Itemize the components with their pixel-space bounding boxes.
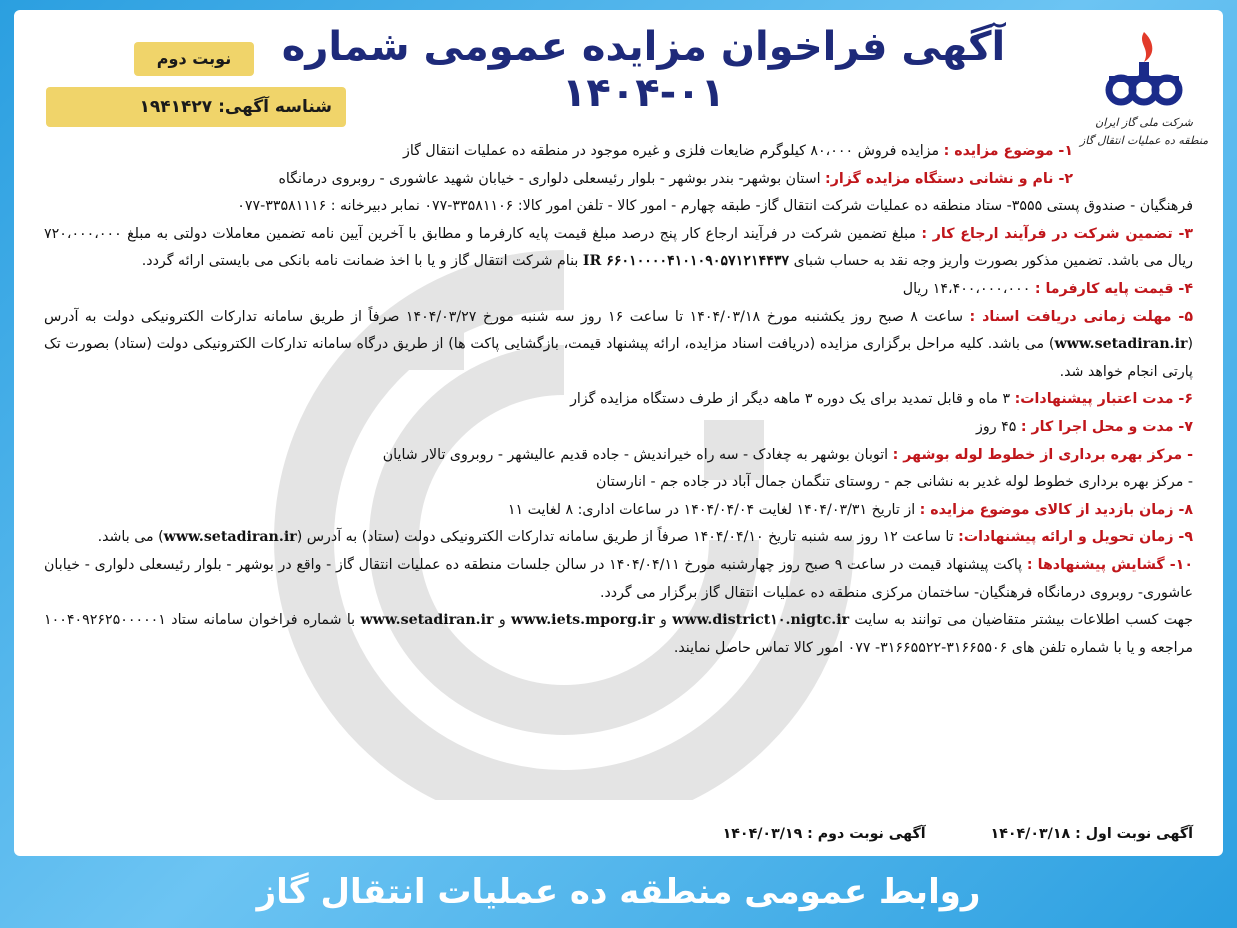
- item-text: مزایده فروش ۸۰،۰۰۰ کیلوگرم ضایعات فلزی و غیره موجود در منطقه ده عملیات انتقال گاز: [402, 143, 944, 159]
- first-publish-date: آگهی نوبت اول : ۱۴۰۴/۰۳/۱۸: [990, 826, 1193, 842]
- info-text: و: [654, 612, 673, 629]
- item-text: ) می باشد.: [97, 529, 164, 546]
- item-text: ۱۴،۴۰۰،۰۰۰،۰۰۰ ریال: [902, 280, 1035, 297]
- item-text: ۴۵ روز: [976, 418, 1021, 435]
- setadiran-link[interactable]: www.setadiran.ir: [163, 529, 297, 546]
- item-label: ۲- نام و نشانی دستگاه مزایده گزار:: [825, 170, 1073, 187]
- item-3: [44, 221, 1193, 276]
- company-logo: [1079, 24, 1209, 174]
- setadiran-link[interactable]: www.setadiran.ir: [360, 612, 494, 629]
- contact-info: [44, 607, 1193, 662]
- flame-logo-icon: [1099, 24, 1189, 114]
- item-label: ۱۰- گشایش پیشنهادها :: [1026, 556, 1193, 573]
- item-2-cont: فرهنگیان - صندوق پستی ۳۵۵۵- ستاد منطقه ده عملیات شرکت انتقال گاز- طبقه چهارم - امور کالا - تلفن امور کالا: ۳۳۵۸۱۱۰۶-۰۷۷ نمابر دبیرخانه : ۳۳۵۸۱۱۱۶-۰۷۷: [237, 198, 1193, 215]
- item-7b: - مرکز بهره برداری خطوط لوله غدیر به نشانی جم - روستای تنگمان جمال آباد در جاده جم - انارستان: [596, 474, 1193, 491]
- item-text: ۳ ماه و قابل تمدید برای یک دوره ۳ ماهه دیگر از طرف دستگاه مزایده گزار: [570, 391, 1015, 408]
- item-text: تا ساعت ۱۲ روز سه شنبه تاریخ ۱۴۰۴/۰۴/۱۰ صرفاً از طریق سامانه تدارکات الکترونیکی دولت (ستاد) به آدرس (: [296, 529, 959, 546]
- item-label: ۴- قیمت پایه کارفرما :: [1034, 280, 1193, 297]
- ad-body: [14, 10, 1223, 856]
- iets-site-link[interactable]: www.iets.mporg.ir: [511, 612, 655, 629]
- item-text: بنام شرکت انتقال گاز و یا با اخذ ضمانت نامه بانکی می بایستی ارائه گردد.: [141, 253, 583, 270]
- second-publish-date: آگهی نوبت دوم : ۱۴۰۴/۰۳/۱۹: [722, 826, 926, 842]
- item-text: مبلغ تضمین شرکت در فرآیند ارجاع کار پنج درصد مبلغ قیمت پایه کارفرما و مطابق با آخرین آیین نامه تضمین معاملات دولتی به مبلغ ۷۲۰،۰۰۰،۰۰۰ ریال می باشد. تضمین مذکور بصورت واریز وجه نقد به حساب شبای: [44, 225, 1193, 270]
- info-text: با شماره فراخوان سامانه ستاد ۱۰۰۴۰۹۲۶۲۵۰۰۰۰۰۱ مراجعه و یا با شماره تلفن های ۳۱۶۶۵۵۰۶-۳۱۶۶۵۵۲۲- ۰۷۷ امور کالا تماس حاصل نمایند.: [44, 612, 1193, 656]
- footer-banner: روابط عمومی منطقه ده عملیات انتقال گاز: [256, 872, 981, 912]
- info-text: و: [493, 612, 512, 629]
- item-4: [44, 276, 1193, 304]
- publish-dates: [554, 826, 1193, 842]
- item-label: ۷- مدت و محل اجرا کار :: [1020, 418, 1193, 435]
- item-text: اتوبان بوشهر به چغادک - سه راه خیراندیش - جاده قدیم عالیشهر - روبروی تالار شایان: [382, 446, 893, 463]
- item-7: [44, 414, 1193, 442]
- item-label: - مرکز بهره برداری از خطوط لوله بوشهر :: [892, 446, 1193, 463]
- item-text: از تاریخ ۱۴۰۴/۰۳/۳۱ لغایت ۱۴۰۴/۰۴/۰۴ در ساعات اداری: ۸ لغایت ۱۱: [507, 501, 920, 518]
- logo-caption-line1: شرکت ملی گاز ایران: [1095, 116, 1193, 129]
- district-site-link[interactable]: www.district۱۰.nigtc.ir: [672, 612, 850, 629]
- item-label: ۳- تضمین شرکت در فرآیند ارجاع کار :: [921, 225, 1194, 242]
- info-text: جهت کسب اطلاعات بیشتر متقاضیان می توانند به سایت: [849, 612, 1193, 629]
- item-5: [44, 304, 1193, 387]
- item-text: ) می باشد. کلیه مراحل برگزاری مزایده (دریافت اسناد مزایده، ارائه پیشنهاد قیمت، بازگشایی پاکت ها) از طریق درگاه سامانه تدارکات الکترونیکی دولت (ستاد) بصورت تک پارتی انجام خواهد شد.: [44, 336, 1193, 380]
- item-label: ۶- مدت اعتبار پیشنهادات:: [1014, 391, 1193, 408]
- item-6: [44, 386, 1193, 414]
- item-label: ۹- زمان تحویل و ارائه پیشنهادات:: [958, 529, 1193, 546]
- setadiran-link[interactable]: www.setadiran.ir: [1054, 336, 1188, 353]
- ad-text: [44, 138, 1194, 662]
- page-title: آگهی فراخوان مزایده عمومی شماره ۰۱-۱۴۰۴: [281, 24, 1006, 116]
- item-label: ۵- مهلت زمانی دریافت اسناد :: [969, 308, 1193, 325]
- item-8: [44, 497, 1193, 525]
- item-text: پاکت پیشنهاد قیمت در ساعت ۹ صبح روز چهارشنبه مورخ ۱۴۰۴/۰۴/۱۱ در سالن جلسات منطقه ده عملیات انتقال گاز - واقع در بوشهر - بلوار رئیسعلی دلواری - خیابان عاشوری- روبروی درمانگاه فرهنگیان- ساختمان مرکزی منطقه ده عملیات انتقال گاز برگزار می گردد.: [44, 556, 1193, 601]
- item-10: [44, 552, 1193, 607]
- item-7a: [44, 442, 1193, 470]
- turn-badge: نوبت دوم: [134, 42, 254, 76]
- item-9: [44, 524, 1193, 552]
- item-label: ۸- زمان بازدید از کالای موضوع مزایده :: [919, 501, 1193, 518]
- logo-caption-line2: منطقه ده عملیات انتقال گاز: [1079, 134, 1209, 147]
- item-text: استان بوشهر- بندر بوشهر - بلوار رئیسعلی دلواری - خیابان شهید عاشوری - روبروی درمانگاه: [278, 170, 826, 187]
- ad-id-badge: شناسه آگهی: ۱۹۴۱۴۲۷: [46, 87, 346, 127]
- item-label: ۱- موضوع مزایده :: [943, 143, 1073, 159]
- item-1: [44, 138, 1073, 166]
- iban-number: IR ۶۶۰۱۰۰۰۰۴۱۰۱۰۹۰۵۷۱۲۱۴۴۳۷: [582, 253, 790, 270]
- item-2: [44, 166, 1073, 194]
- item-text: ساعت ۸ صبح روز یکشنبه مورخ ۱۴۰۴/۰۳/۱۸ تا ساعت ۱۶ روز سه شنبه مورخ ۱۴۰۴/۰۳/۲۷ صرفاً از طریق سامانه تدارکات الکترونیکی دولت به آدرس (: [44, 308, 1193, 353]
